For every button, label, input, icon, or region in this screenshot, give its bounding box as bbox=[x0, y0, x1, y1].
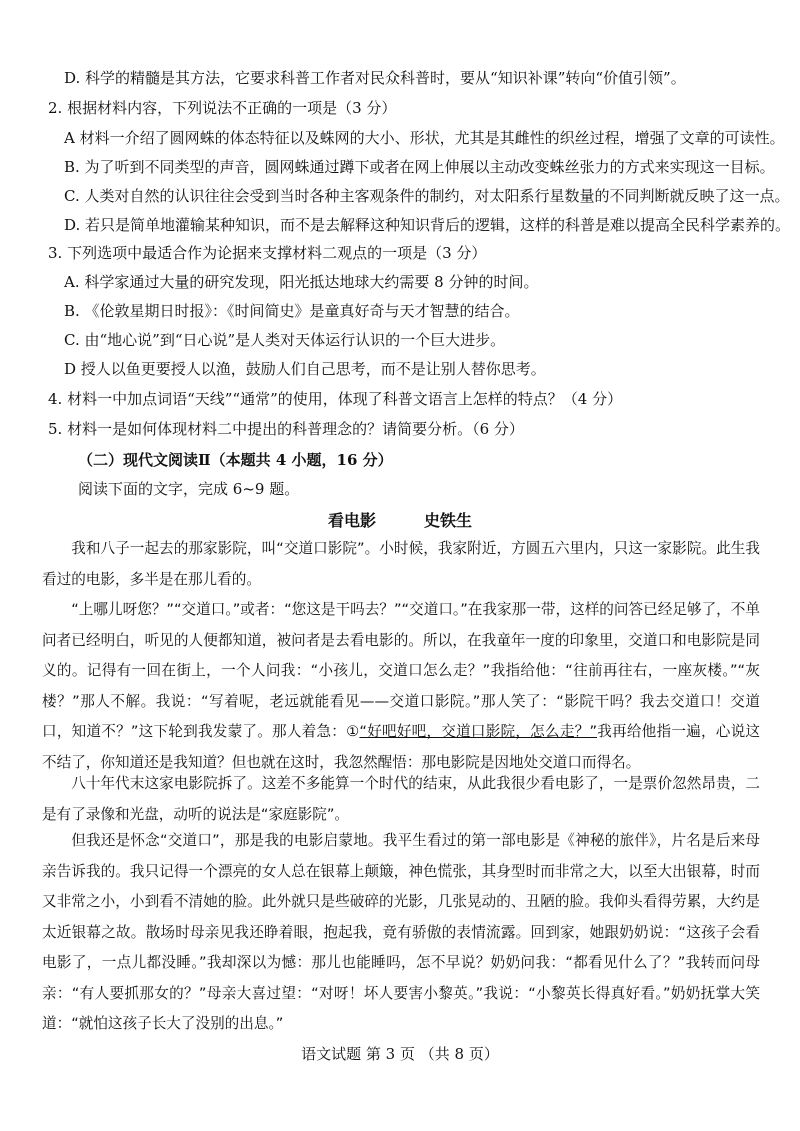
q2-option-a: A 材料一介绍了圆网蛛的体态特征以及蛛网的大小、形状，尤其是其雌性的织丝过程，增强了文章的可读性。 bbox=[64, 129, 785, 147]
q5-stem: 5. 材料一是如何体现材料二中提出的科普理念的？请简要分析。（6 分） bbox=[48, 420, 524, 438]
q1-option-d: D. 科学的精髓是其方法，它要求科普工作者对民众科普时，要从“知识补课”转向“价值引领”。 bbox=[64, 69, 686, 87]
article-title-line bbox=[0, 510, 800, 532]
article-paragraph-3: 八十年代末这家电影院拆了。这差不多能算一个时代的结束，从此我很少看电影了，一是票价忽然昂贵，二是有了录像和光盘，动听的说法是“家庭影院”。 bbox=[42, 775, 760, 823]
q3-option-d: D 授人以鱼更要授人以渔，鼓励人们自己思考，而不是让别人替你思考。 bbox=[64, 360, 546, 378]
article-title: 看电影 bbox=[327, 511, 376, 530]
article-paragraph-1: 我和八子一起去的那家影院，叫“交道口影院”。小时候，我家附近，方圆五六里内，只这一家影院。此生我看过的电影，多半是在那儿看的。 bbox=[42, 540, 760, 588]
section-instruction: 阅读下面的文字，完成 6~9 题。 bbox=[78, 480, 300, 498]
paragraph-2-text-before: “上哪儿呀您？”“交道口。”或者：“您这是干吗去？”“交道口。”在我家那一带，这样的问答已经足够了，不单问者已经明白，听见的人便都知道，被问者是去看电影的。所以，在我童年一度的印象里，交道口和电影院是同义的。记得有一回在街上，一个人问我：“小孩儿，交道口怎么走？”我指给他：“往前再往右，一座灰楼。”“灰楼？”那人不解。我说：“写着呢，老远就能看见——交道口影院。”那人笑了：“影院干吗？我去交道口！交道口，知道不？”这下轮到我发蒙了。那人着急：① bbox=[42, 601, 760, 740]
paragraph-2-text-after: 我再给他指一遍，心说这不结了，你知道还是我知道？但也就在这时，我忽然醒悟：那电影院是因地处交道口而得名。 bbox=[42, 723, 760, 771]
q2-option-d: D. 若只是简单地灌输某种知识，而不是去解释这种知识背后的逻辑，这样的科普是难以提高全民科学素养的。 bbox=[64, 216, 791, 234]
q2-option-b: B. 为了听到不同类型的声音，圆网蛛通过蹲下或者在网上伸展以主动改变蛛丝张力的方式来实现这一目标。 bbox=[64, 158, 775, 176]
q4-stem: 4. 材料一中加点词语“天线”“通常”的使用，体现了科普文语言上怎样的特点？（4 分） bbox=[48, 390, 623, 408]
section-heading: （二）现代文阅读Ⅱ（本题共 4 小题，16 分） bbox=[78, 451, 393, 469]
underlined-sentence-1: “好吧好吧，交道口影院，怎么走？” bbox=[359, 723, 598, 740]
q3-option-b: B. 《伦敦星期日时报》：《时间简史》是童真好奇与天才智慧的结合。 bbox=[64, 302, 520, 320]
q2-stem: 2. 根据材料内容，下列说法不正确的一项是（3 分） bbox=[48, 99, 397, 117]
q2-option-c: C. 人类对自然的认识往往会受到当时各种主客观条件的制约，对太阳系行星数量的不同判断就反映了这一点。 bbox=[64, 187, 790, 205]
q3-option-c: C. 由“地心说”到“日心说”是人类对天体运行认识的一个巨大进步。 bbox=[64, 331, 506, 349]
q3-stem: 3. 下列选项中最适合作为论据来支撑材料二观点的一项是（3 分） bbox=[48, 244, 487, 262]
page-footer: 语文试题 第 3 页 （共 8 页） bbox=[301, 1045, 499, 1063]
q3-option-a: A. 科学家通过大量的研究发现，阳光抵达地球大约需要 8 分钟的时间。 bbox=[64, 273, 539, 291]
article-paragraph-2 bbox=[42, 595, 760, 778]
article-paragraph-4: 但我还是怀念“交道口”，那是我的电影启蒙地。我平生看过的第一部电影是《神秘的旅伴》，片名是后来母亲告诉我的。我只记得一个漂亮的女人总在银幕上颠簸，神色慌张，其身型时而非常之大，以至大出银幕，时而又非常之小，小到看不清她的脸。此外就只是些破碎的光影，几张晃动的、丑陋的脸。我仰头看得劳累，大约是太近银幕之故。散场时母亲见我还睁着眼，抱起我，竟有骄傲的表情流露。回到家，她跟奶奶说：“这孩子会看电影了，一点儿都没睡。”我却深以为憾：那儿也能睡吗，怎不早说？奶奶问我：“都看见什么了？”我转而问母亲：“有人要抓那女的？”母亲大喜过望：“对呀！坏人要害小黎英。”我说：“小黎英长得真好看。”奶奶抚掌大笑道：“就怕这孩子长大了没别的出息。” bbox=[42, 832, 760, 1032]
article-author: 史铁生 bbox=[424, 511, 473, 530]
